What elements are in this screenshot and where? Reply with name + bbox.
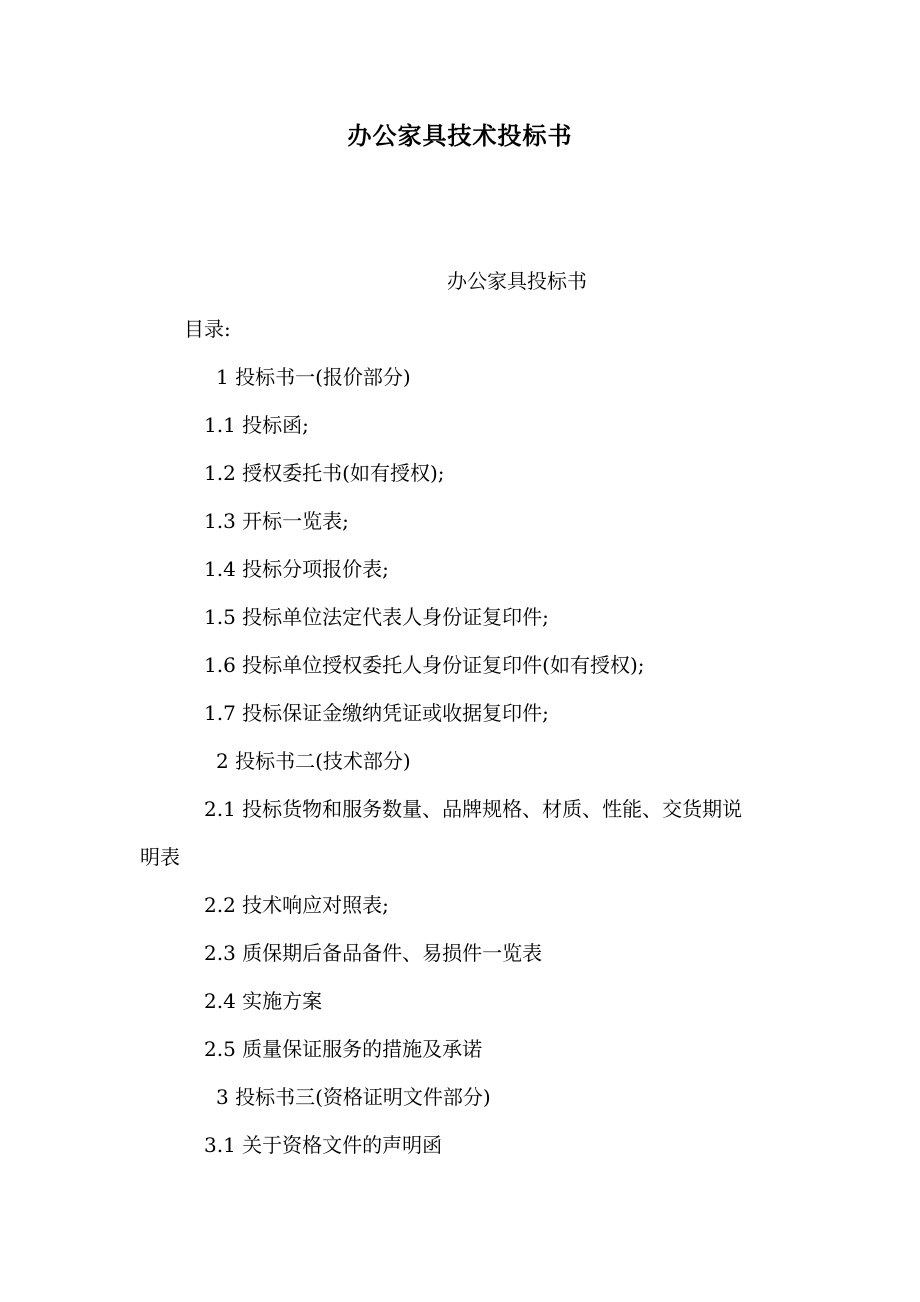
toc-item-3-1: 3.1 关于资格文件的声明函 (204, 1133, 443, 1157)
toc-item-1-1: 1.1 投标函; (204, 413, 309, 437)
toc-item-1-4: 1.4 投标分项报价表; (204, 557, 389, 581)
document-subtitle: 办公家具投标书 (447, 269, 587, 293)
toc-section-1: 1 投标书一(报价部分) (216, 365, 411, 389)
toc-item-1-7: 1.7 投标保证金缴纳凭证或收据复印件; (204, 701, 549, 725)
toc-section-2: 2 投标书二(技术部分) (216, 749, 411, 773)
toc-label: 目录: (184, 317, 231, 341)
toc-item-1-6: 1.6 投标单位授权委托人身份证复印件(如有授权); (204, 653, 645, 677)
toc-item-2-5: 2.5 质量保证服务的措施及承诺 (204, 1037, 483, 1061)
toc-item-1-3: 1.3 开标一览表; (204, 509, 349, 533)
toc-item-2-4: 2.4 实施方案 (204, 989, 323, 1013)
toc-item-2-1: 2.1 投标货物和服务数量、品牌规格、材质、性能、交货期说 (204, 797, 743, 821)
toc-item-1-5: 1.5 投标单位法定代表人身份证复印件; (204, 605, 549, 629)
toc-item-2-3: 2.3 质保期后备品备件、易损件一览表 (204, 941, 543, 965)
toc-section-3: 3 投标书三(资格证明文件部分) (216, 1085, 491, 1109)
document-title: 办公家具技术投标书 (347, 121, 573, 150)
toc-item-2-1-continuation: 明表 (140, 845, 180, 869)
toc-item-1-2: 1.2 授权委托书(如有授权); (204, 461, 445, 485)
toc-item-2-2: 2.2 技术响应对照表; (204, 893, 389, 917)
